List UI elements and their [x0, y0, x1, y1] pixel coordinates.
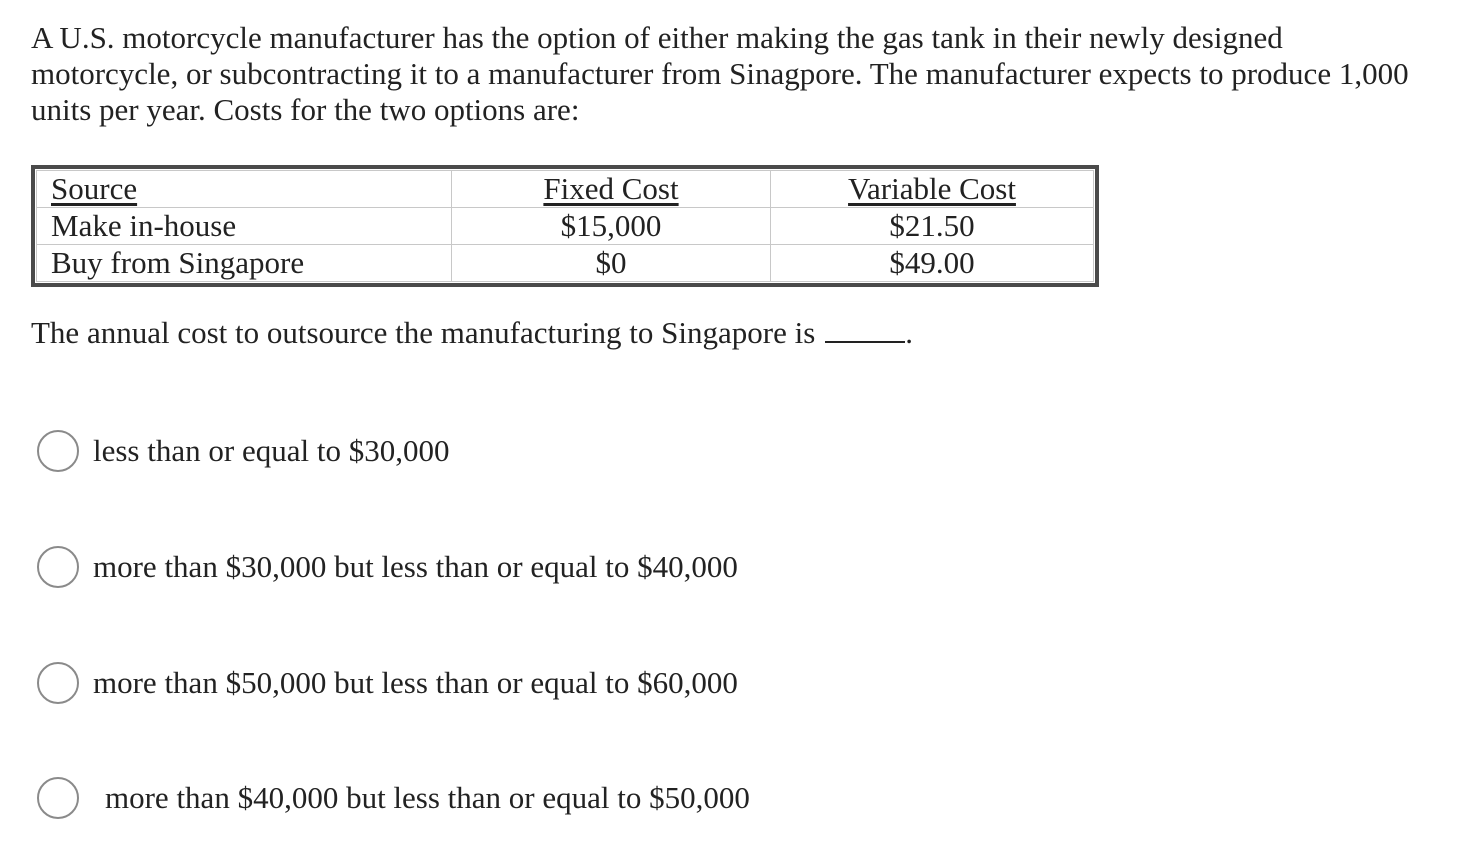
header-cell-source [37, 171, 452, 208]
radio-empty-icon[interactable] [37, 546, 79, 588]
table-header-row [37, 171, 1094, 208]
radio-empty-icon[interactable] [37, 662, 79, 704]
radio-empty-icon[interactable] [37, 777, 79, 819]
option-label[interactable]: less than or equal to $30,000 [93, 433, 450, 468]
answer-option-1[interactable] [37, 430, 449, 472]
header-source: Source [51, 171, 138, 206]
cost-table-frame [31, 165, 1099, 287]
answer-option-4[interactable] [37, 777, 750, 819]
radio-empty-icon[interactable] [37, 430, 79, 472]
answer-blank [825, 315, 905, 343]
question-text: A U.S. motorcycle manufacturer has the option of either making the gas tank in their newly designed motorcycle, or subcontracting it to a manufacturer from Sinagpore. The manufacturer expects to produce 1,000 units per year. Costs for the two options are: [31, 20, 1409, 127]
option-label[interactable]: more than $50,000 but less than or equal to $60,000 [93, 665, 738, 700]
answer-option-2[interactable] [37, 546, 738, 588]
cell-variable-cost: $21.50 [771, 208, 1094, 245]
table-row [37, 208, 1094, 245]
cell-variable-cost: $49.00 [771, 245, 1094, 282]
header-variable-cost: Variable Cost [848, 171, 1016, 206]
prompt-text: The annual cost to outsource the manufacturing to Singapore is [31, 315, 816, 350]
header-fixed-cost: Fixed Cost [543, 171, 679, 206]
cell-fixed-cost: $15,000 [452, 208, 771, 245]
header-cell-fixed-cost [452, 171, 771, 208]
header-cell-variable-cost [771, 171, 1094, 208]
table-row [37, 245, 1094, 282]
prompt-end: . [905, 315, 914, 350]
cell-source: Make in-house [37, 208, 452, 245]
option-label[interactable]: more than $30,000 but less than or equal to $40,000 [93, 549, 738, 584]
prompt-line [31, 315, 913, 351]
answer-option-3[interactable] [37, 662, 738, 704]
cell-source: Buy from Singapore [37, 245, 452, 282]
option-label[interactable]: more than $40,000 but less than or equal to $50,000 [105, 780, 750, 815]
cost-table [36, 170, 1094, 282]
cell-fixed-cost: $0 [452, 245, 771, 282]
